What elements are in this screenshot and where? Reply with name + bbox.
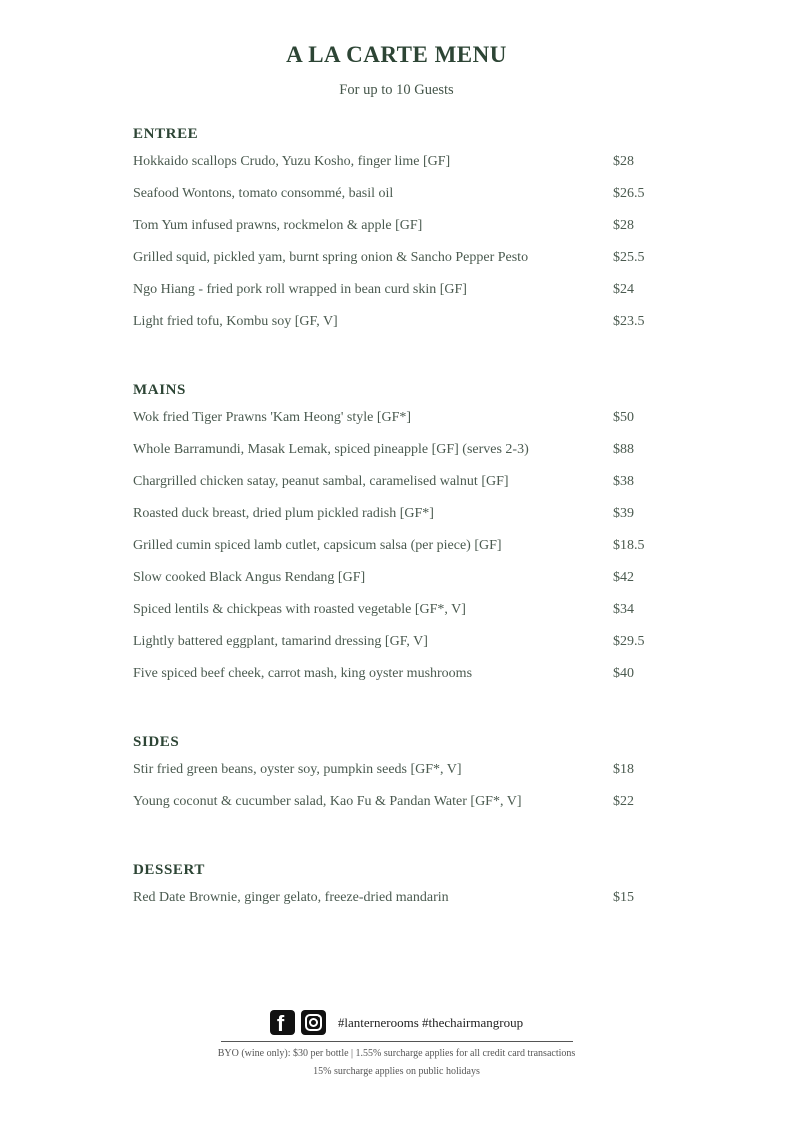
page-subtitle: For up to 10 Guests — [339, 82, 454, 98]
item-price: $22 — [613, 794, 634, 809]
item-name: Wok fried Tiger Prawns 'Kam Heong' style [GF*] — [133, 410, 412, 425]
menu-item — [133, 442, 673, 474]
footer-divider — [221, 1041, 573, 1042]
menu-item — [133, 410, 673, 442]
item-name: Stir fried green beans, oyster soy, pumpkin seeds [GF*, V] — [133, 762, 462, 777]
section-heading: DESSERT — [133, 862, 206, 878]
menu-item — [133, 154, 673, 186]
facebook-icon[interactable]: f — [270, 1010, 295, 1035]
item-name: Spiced lentils & chickpeas with roasted vegetable [GF*, V] — [133, 602, 466, 617]
menu-item — [133, 794, 673, 826]
menu-section-entree — [133, 122, 673, 346]
item-name: Slow cooked Black Angus Rendang [GF] — [133, 570, 366, 585]
item-name: Grilled squid, pickled yam, burnt spring onion & Sancho Pepper Pesto — [133, 250, 529, 265]
item-name: Hokkaido scallops Crudo, Yuzu Kosho, finger lime [GF] — [133, 154, 451, 169]
item-name: Grilled cumin spiced lamb cutlet, capsicum salsa (per piece) [GF] — [133, 538, 502, 553]
item-name: Tom Yum infused prawns, rockmelon & apple [GF] — [133, 218, 423, 233]
item-price: $29.5 — [613, 634, 645, 649]
section-heading: SIDES — [133, 734, 180, 750]
page-title: A LA CARTE MENU — [286, 42, 507, 67]
menu-item — [133, 186, 673, 218]
menu-item — [133, 282, 673, 314]
menu-item — [133, 218, 673, 250]
item-name: Chargrilled chicken satay, peanut sambal, caramelised walnut [GF] — [133, 474, 509, 489]
menu-item — [133, 570, 673, 602]
item-name: Five spiced beef cheek, carrot mash, king oyster mushrooms — [133, 666, 473, 681]
item-price: $23.5 — [613, 314, 645, 329]
menu-item — [133, 474, 673, 506]
item-price: $24 — [613, 282, 634, 297]
item-price: $18.5 — [613, 538, 645, 553]
section-heading: ENTREE — [133, 126, 199, 142]
menu-item — [133, 762, 673, 794]
item-name: Whole Barramundi, Masak Lemak, spiced pineapple [GF] (serves 2-3) — [133, 442, 529, 457]
item-price: $88 — [613, 442, 634, 457]
item-price: $42 — [613, 570, 634, 585]
item-price: $25.5 — [613, 250, 645, 265]
item-name: Red Date Brownie, ginger gelato, freeze-dried mandarin — [133, 890, 449, 905]
menu-item — [133, 890, 673, 922]
item-price: $26.5 — [613, 186, 645, 201]
menu-item — [133, 602, 673, 634]
menu-item — [133, 506, 673, 538]
item-price: $28 — [613, 154, 634, 169]
item-price: $50 — [613, 410, 634, 425]
menu-item — [133, 314, 673, 346]
item-name: Ngo Hiang - fried pork roll wrapped in bean curd skin [GF] — [133, 282, 467, 297]
item-name: Young coconut & cucumber salad, Kao Fu & Pandan Water [GF*, V] — [133, 794, 522, 809]
item-price: $28 — [613, 218, 634, 233]
instagram-icon[interactable] — [301, 1010, 326, 1035]
hashtags: #lanternerooms #thechairmangroup — [337, 1014, 524, 1030]
holiday-note: 15% surcharge applies on public holidays — [313, 1066, 480, 1077]
footer — [0, 1010, 793, 1081]
item-name: Light fried tofu, Kombu soy [GF, V] — [133, 314, 338, 329]
item-name: Seafood Wontons, tomato consommé, basil oil — [133, 186, 394, 201]
item-price: $15 — [613, 890, 634, 905]
item-name: Lightly battered eggplant, tamarind dressing [GF, V] — [133, 634, 428, 649]
section-heading: MAINS — [133, 382, 187, 398]
item-name: Roasted duck breast, dried plum pickled radish [GF*] — [133, 506, 434, 521]
item-price: $40 — [613, 666, 634, 681]
item-price: $34 — [613, 602, 634, 617]
item-price: $38 — [613, 474, 634, 489]
menu-item — [133, 250, 673, 282]
menu-section-dessert — [133, 858, 673, 922]
byo-note: BYO (wine only): $30 per bottle | 1.55% surcharge applies for all credit card transactions — [217, 1048, 576, 1059]
menu-item — [133, 666, 673, 698]
menu-section-sides — [133, 730, 673, 826]
item-price: $39 — [613, 506, 634, 521]
menu-item — [133, 634, 673, 666]
menu-item — [133, 538, 673, 570]
item-price: $18 — [613, 762, 634, 777]
menu-section-mains — [133, 378, 673, 698]
social-row — [0, 1010, 793, 1035]
